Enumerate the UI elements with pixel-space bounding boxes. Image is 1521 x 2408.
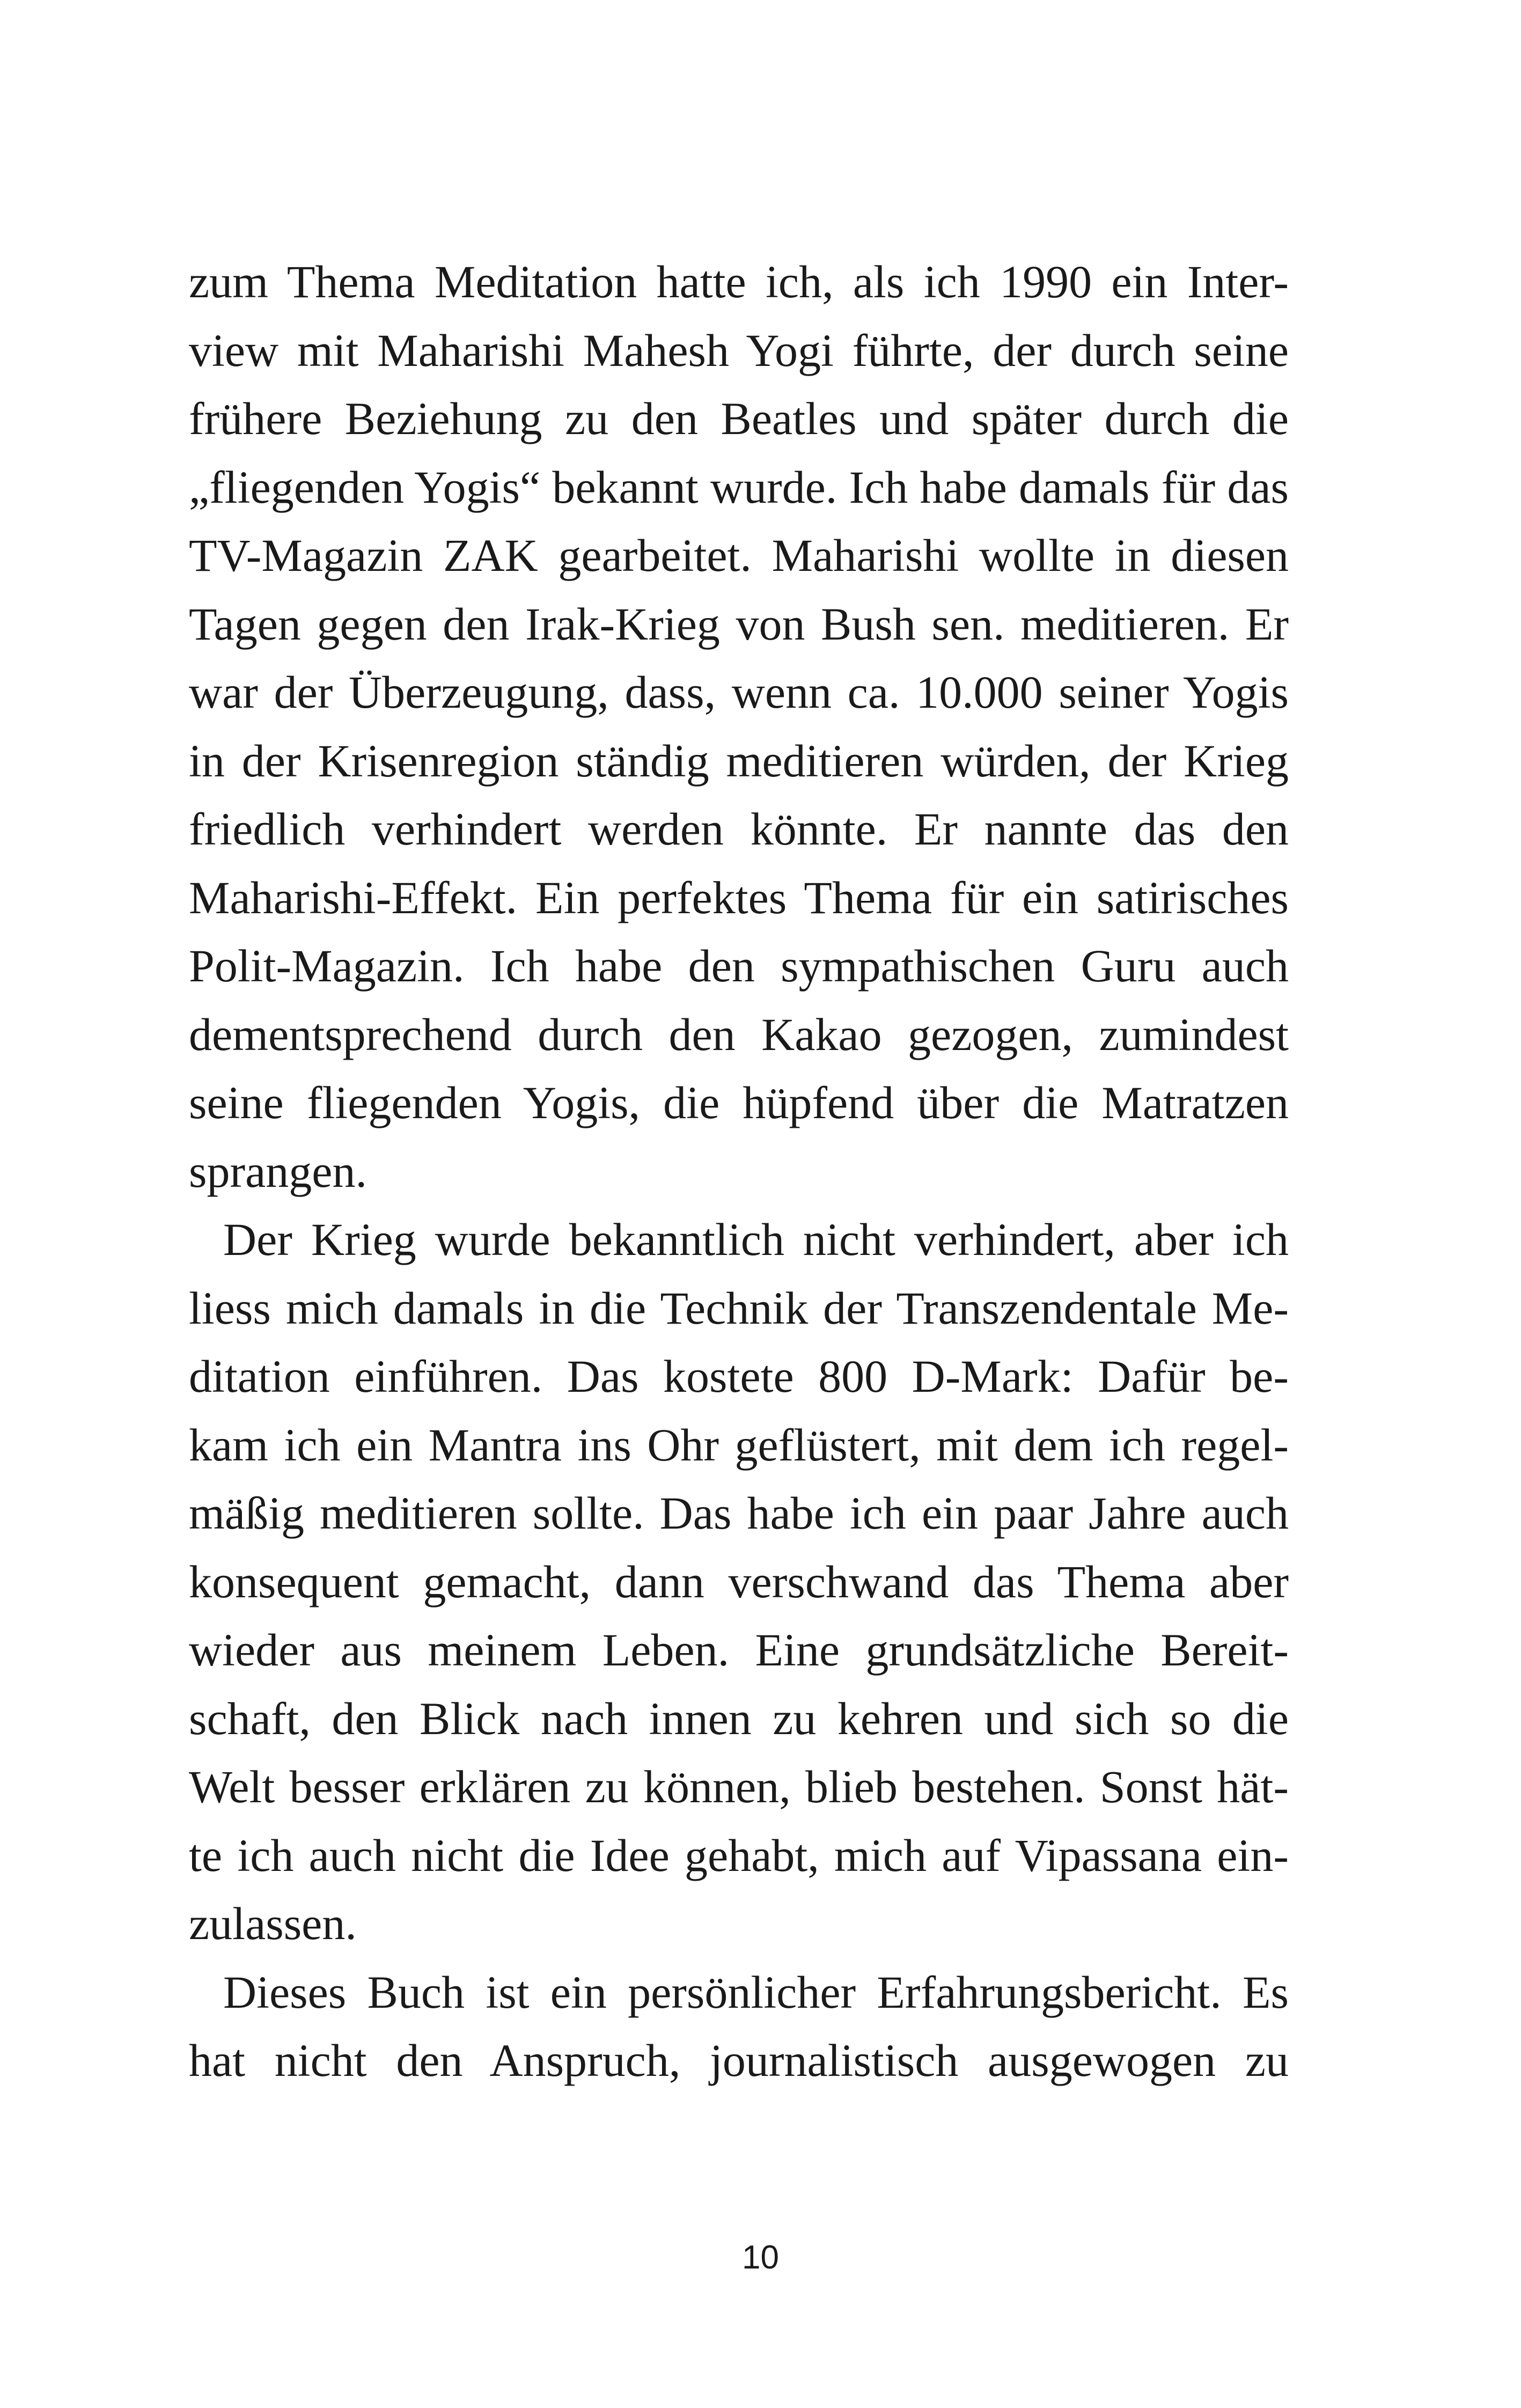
text-line: Dieses Buch ist ein persönlicher Erfahrungsbericht. Es [223,1966,1289,2018]
text-line: schaft, den Blick nach innen zu kehren und sich so die [189,1692,1289,1744]
body-text [189,248,1289,2095]
text-line: wieder aus meinem Leben. Eine grundsätzliche Bereit- [189,1624,1289,1676]
text-line: Der Krieg wurde bekanntlich nicht verhindert, aber ich [223,1214,1289,1265]
text-line: mäßig meditieren sollte. Das habe ich ein paar Jahre auch [189,1487,1289,1539]
text-line: Polit-Magazin. Ich habe den sympathischen Guru auch [189,940,1289,992]
text-line: frühere Beziehung zu den Beatles und später durch die [189,393,1289,444]
text-line: te ich auch nicht die Idee gehabt, mich auf Vipassana ein- [189,1829,1289,1881]
text-line: zulassen. [189,1898,357,1949]
text-line: „fliegenden Yogis“ bekannt wurde. Ich habe damals für das [189,461,1289,513]
text-line: zum Thema Meditation hatte ich, als ich 1990 ein Inter- [189,256,1289,307]
text-line: kam ich ein Mantra ins Ohr geflüstert, mit dem ich regel- [189,1419,1289,1471]
text-line: view mit Maharishi Mahesh Yogi führte, der durch seine [189,324,1289,376]
text-line: war der Überzeugung, dass, wenn ca. 10.000 seiner Yogis [189,666,1289,718]
paragraph [189,1958,1289,2095]
text-line: in der Krisenregion ständig meditieren würden, der Krieg [189,735,1289,787]
page-number: 10 [742,2239,779,2276]
text-line: Welt besser erklären zu können, blieb bestehen. Sonst hät- [189,1761,1289,1812]
text-line: dementsprechend durch den Kakao gezogen, zumindest [189,1008,1289,1060]
text-line: Maharishi-Effekt. Ein perfektes Thema für ein satirisches [189,871,1289,923]
paragraph [189,248,1289,1206]
text-line: konsequent gemacht, dann verschwand das Thema aber [189,1555,1289,1607]
text-line: TV-Magazin ZAK gearbeitet. Maharishi wollte in diesen [189,530,1289,581]
text-line: Tagen gegen den Irak-Krieg von Bush sen. meditieren. Er [189,598,1289,650]
text-line: hat nicht den Anspruch, journalistisch ausgewogen zu [189,2035,1289,2086]
text-line: liess mich damals in die Technik der Transzendentale Me- [189,1282,1289,1334]
text-line: friedlich verhindert werden könnte. Er nannte das den [189,803,1289,855]
text-line: seine fliegenden Yogis, die hüpfend über die Matratzen [189,1077,1289,1128]
text-line: sprangen. [189,1145,367,1197]
text-line: ditation einführen. Das kostete 800 D-Mark: Dafür be- [189,1350,1289,1402]
paragraph [189,1206,1289,1958]
